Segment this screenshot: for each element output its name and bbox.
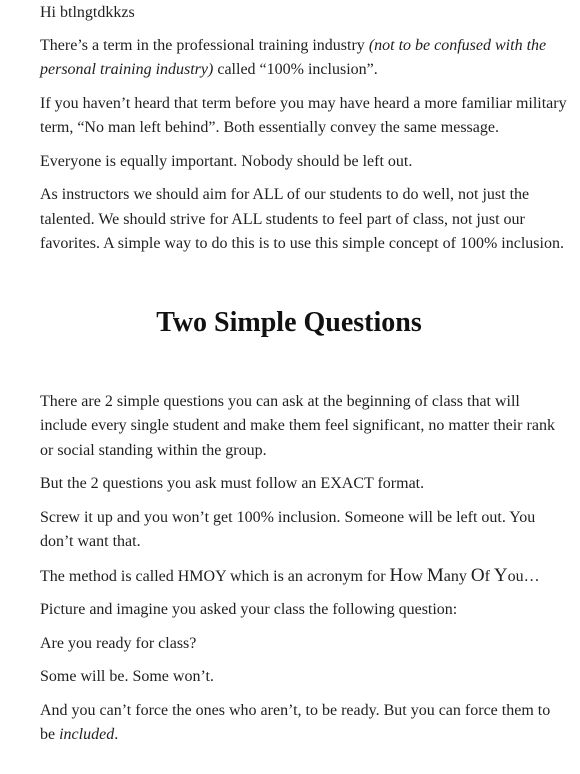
text-segment: called “100% inclusion”. bbox=[213, 61, 378, 78]
acronym-letter: O bbox=[470, 564, 485, 586]
acronym-letter: Y bbox=[493, 564, 508, 586]
paragraph-military-term: If you haven’t heard that term before you may have heard a more familiar military term, “No man left behind”. Both essentially convey the same message. bbox=[40, 94, 567, 136]
paragraph-question: Are you ready for class? bbox=[40, 634, 197, 652]
paragraph-screw-it-up: Screw it up and you won’t get 100% inclusion. Someone will be left out. You don’t want that. bbox=[40, 508, 536, 550]
paragraph-force-included bbox=[40, 699, 568, 748]
section-heading: Two Simple Questions bbox=[156, 306, 422, 338]
acronym-letter: M bbox=[426, 564, 444, 586]
paragraph-everyone-important: Everyone is equally important. Nobody should be left out. bbox=[40, 152, 413, 170]
paragraph-term-intro bbox=[40, 34, 568, 83]
text-segment: ow bbox=[403, 567, 427, 585]
text-segment: The method is called HMOY which is an acronym for bbox=[40, 567, 390, 585]
text-segment: f bbox=[484, 567, 494, 585]
spacer bbox=[40, 266, 568, 306]
paragraph-exact-format: But the 2 questions you ask must follow an EXACT format. bbox=[40, 475, 425, 492]
text-segment: There’s a term in the professional training industry bbox=[40, 36, 369, 54]
paragraph-instructors-aim: As instructors we should aim for ALL of our students to do well, not just the talented. We should strive for ALL students to feel part of class, not just our favorites. A simple way to do this is to use this simple concept of 100% inclusion. bbox=[40, 186, 564, 252]
paragraph-two-questions: There are 2 simple questions you can ask at the beginning of class that will include every single student and make them feel significant, no matter their rank or social standing within the group. bbox=[40, 392, 555, 459]
text-segment: ou… bbox=[507, 567, 540, 585]
paragraph-some-will-be: Some will be. Some won’t. bbox=[40, 668, 214, 685]
greeting: Hi btlngtdkkzs bbox=[40, 4, 135, 21]
paragraph-hmoy-method bbox=[40, 564, 568, 590]
italic-emphasis: included bbox=[59, 726, 115, 743]
italic-aside: (not to be confused with the personal training industry) bbox=[40, 36, 547, 78]
acronym-letter: H bbox=[389, 564, 404, 586]
paragraph-picture-imagine: Picture and imagine you asked your class the following question: bbox=[40, 601, 458, 618]
text-segment: any bbox=[443, 567, 471, 585]
text-segment: . bbox=[114, 726, 119, 743]
text-segment: And you can’t force the ones who aren’t, to be ready. But you can force them to be bbox=[40, 701, 551, 743]
